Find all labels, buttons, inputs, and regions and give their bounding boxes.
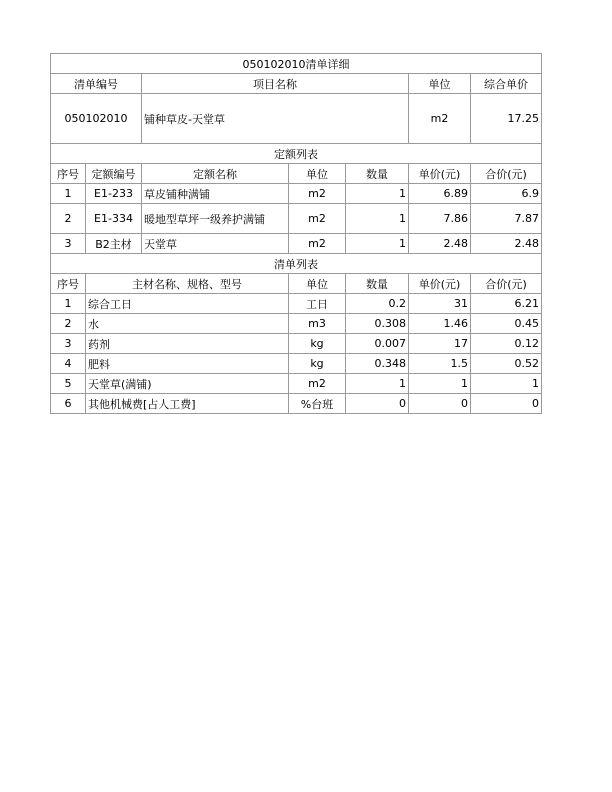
table-row bbox=[51, 234, 542, 254]
material-total: 6.21 bbox=[471, 294, 542, 314]
material-price: 1 bbox=[409, 374, 471, 394]
table-row bbox=[51, 314, 542, 334]
quota-total: 7.87 bbox=[471, 204, 542, 234]
column-header: 定额编号 bbox=[86, 164, 142, 184]
quota-price: 2.48 bbox=[409, 234, 471, 254]
column-header: 数量 bbox=[346, 164, 409, 184]
row-no: 3 bbox=[51, 334, 86, 354]
column-header: 定额名称 bbox=[142, 164, 289, 184]
material-name: 综合工日 bbox=[86, 294, 289, 314]
quota-name: 暖地型草坪一级养护满铺 bbox=[142, 204, 289, 234]
material-qty: 0 bbox=[346, 394, 409, 414]
quota-qty: 1 bbox=[346, 204, 409, 234]
item-price: 17.25 bbox=[471, 94, 542, 144]
quota-code: E1-233 bbox=[86, 184, 142, 204]
item-unit: m2 bbox=[409, 94, 471, 144]
materials-section-title: 清单列表 bbox=[51, 254, 542, 274]
material-price: 1.5 bbox=[409, 354, 471, 374]
table-row bbox=[51, 374, 542, 394]
quota-total: 2.48 bbox=[471, 234, 542, 254]
material-unit: m2 bbox=[289, 374, 346, 394]
quota-section-title: 定额列表 bbox=[51, 144, 542, 164]
quota-unit: m2 bbox=[289, 234, 346, 254]
material-total: 0.45 bbox=[471, 314, 542, 334]
quota-qty: 1 bbox=[346, 234, 409, 254]
material-qty: 0.2 bbox=[346, 294, 409, 314]
quota-price: 6.89 bbox=[409, 184, 471, 204]
table-row bbox=[51, 394, 542, 414]
code-header: 清单编号 bbox=[51, 74, 142, 94]
table-row bbox=[51, 204, 542, 234]
column-header: 单位 bbox=[289, 164, 346, 184]
quota-name: 草皮铺种满铺 bbox=[142, 184, 289, 204]
page-title: 050102010清单详细 bbox=[51, 54, 542, 74]
row-no: 3 bbox=[51, 234, 86, 254]
material-name: 其他机械费[占人工费] bbox=[86, 394, 289, 414]
item-name: 铺种草皮-天堂草 bbox=[142, 94, 409, 144]
quota-unit: m2 bbox=[289, 204, 346, 234]
material-name: 水 bbox=[86, 314, 289, 334]
quota-code: B2主材 bbox=[86, 234, 142, 254]
material-qty: 0.007 bbox=[346, 334, 409, 354]
row-no: 6 bbox=[51, 394, 86, 414]
material-qty: 1 bbox=[346, 374, 409, 394]
column-header: 合价(元) bbox=[471, 164, 542, 184]
material-total: 0.12 bbox=[471, 334, 542, 354]
row-no: 2 bbox=[51, 314, 86, 334]
materials-header-row bbox=[51, 274, 542, 294]
quota-name: 天堂草 bbox=[142, 234, 289, 254]
material-name: 天堂草(满铺) bbox=[86, 374, 289, 394]
quota-total: 6.9 bbox=[471, 184, 542, 204]
bill-detail-table bbox=[50, 53, 542, 414]
row-no: 5 bbox=[51, 374, 86, 394]
material-unit: kg bbox=[289, 334, 346, 354]
material-unit: kg bbox=[289, 354, 346, 374]
material-unit: m3 bbox=[289, 314, 346, 334]
column-header: 序号 bbox=[51, 274, 86, 294]
material-qty: 0.308 bbox=[346, 314, 409, 334]
item-code: 050102010 bbox=[51, 94, 142, 144]
column-header: 合价(元) bbox=[471, 274, 542, 294]
row-no: 4 bbox=[51, 354, 86, 374]
price-header: 综合单价 bbox=[471, 74, 542, 94]
column-header: 单价(元) bbox=[409, 164, 471, 184]
material-price: 31 bbox=[409, 294, 471, 314]
quota-qty: 1 bbox=[346, 184, 409, 204]
column-header: 单位 bbox=[289, 274, 346, 294]
table-row bbox=[51, 294, 542, 314]
column-header: 单价(元) bbox=[409, 274, 471, 294]
material-unit: %台班 bbox=[289, 394, 346, 414]
unit-header: 单位 bbox=[409, 74, 471, 94]
row-no: 1 bbox=[51, 184, 86, 204]
material-name: 肥料 bbox=[86, 354, 289, 374]
material-qty: 0.348 bbox=[346, 354, 409, 374]
column-header: 序号 bbox=[51, 164, 86, 184]
table-row bbox=[51, 184, 542, 204]
material-price: 17 bbox=[409, 334, 471, 354]
material-total: 0.52 bbox=[471, 354, 542, 374]
material-price: 1.46 bbox=[409, 314, 471, 334]
material-total: 0 bbox=[471, 394, 542, 414]
table-row bbox=[51, 334, 542, 354]
material-price: 0 bbox=[409, 394, 471, 414]
table-row bbox=[51, 354, 542, 374]
row-no: 1 bbox=[51, 294, 86, 314]
column-header: 主材名称、规格、型号 bbox=[86, 274, 289, 294]
column-header: 数量 bbox=[346, 274, 409, 294]
material-total: 1 bbox=[471, 374, 542, 394]
quota-code: E1-334 bbox=[86, 204, 142, 234]
quota-price: 7.86 bbox=[409, 204, 471, 234]
row-no: 2 bbox=[51, 204, 86, 234]
quota-header-row bbox=[51, 164, 542, 184]
name-header: 项目名称 bbox=[142, 74, 409, 94]
material-unit: 工日 bbox=[289, 294, 346, 314]
quota-unit: m2 bbox=[289, 184, 346, 204]
material-name: 药剂 bbox=[86, 334, 289, 354]
